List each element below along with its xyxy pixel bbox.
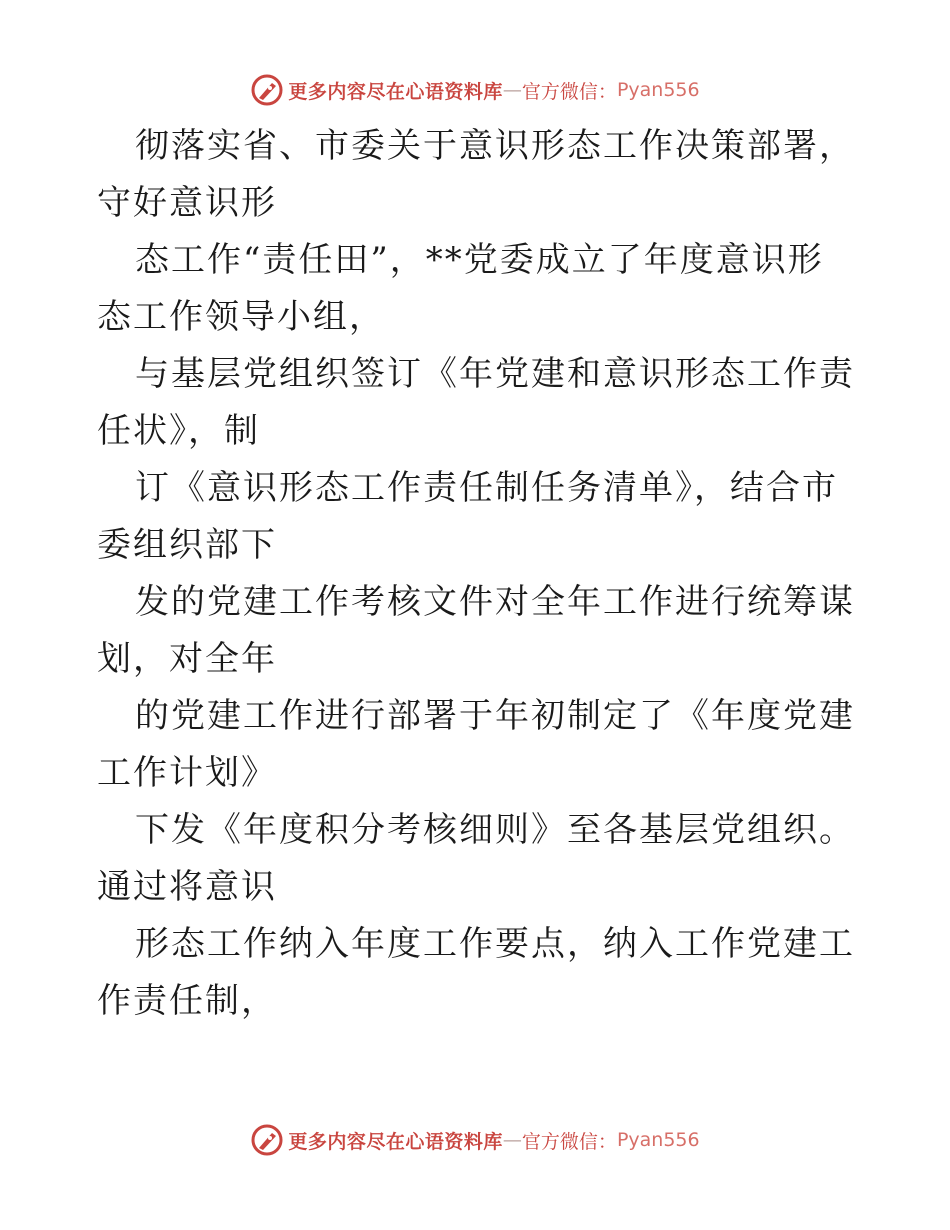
- pen-nib-circle-icon: [250, 73, 284, 107]
- header-banner: [0, 70, 950, 110]
- paragraph: 下发《年度积分考核细则》至各基层党组织。通过将意识: [97, 810, 855, 907]
- banner-text: 更多内容尽在心语资料库: [288, 1130, 503, 1153]
- paragraph: 与基层党组织签订《年党建和意识形态工作责任状》，制: [97, 354, 855, 451]
- banner-wechat-id: Pyan556: [616, 79, 700, 101]
- paragraph: 发的党建工作考核文件对全年工作进行统筹谋划，对全年: [97, 582, 855, 679]
- paragraph: 彻落实省、市委关于意识形态工作决策部署，守好意识形: [97, 126, 855, 223]
- pen-nib-circle-icon: [250, 1123, 284, 1157]
- banner-wechat-id: Pyan556: [616, 1129, 700, 1151]
- paragraph: 形态工作纳入年度工作要点，纳入工作党建工作责任制，: [97, 924, 855, 1021]
- paragraph: 订《意识形态工作责任制任务清单》，结合市委组织部下: [97, 468, 838, 565]
- footer-banner: [0, 1120, 950, 1160]
- banner-separator: —: [502, 1129, 522, 1151]
- banner-wechat-label: 官方微信：: [521, 1130, 617, 1153]
- paragraph: 态工作“责任田”，**党委成立了年度意识形态工作领导小组，: [97, 240, 824, 337]
- body-text: [97, 118, 857, 1030]
- banner-text: 更多内容尽在心语资料库: [288, 80, 503, 103]
- banner-wechat-label: 官方微信：: [521, 80, 617, 103]
- paragraph: 的党建工作进行部署于年初制定了《年度党建工作计划》: [97, 696, 855, 793]
- banner-separator: —: [502, 79, 522, 101]
